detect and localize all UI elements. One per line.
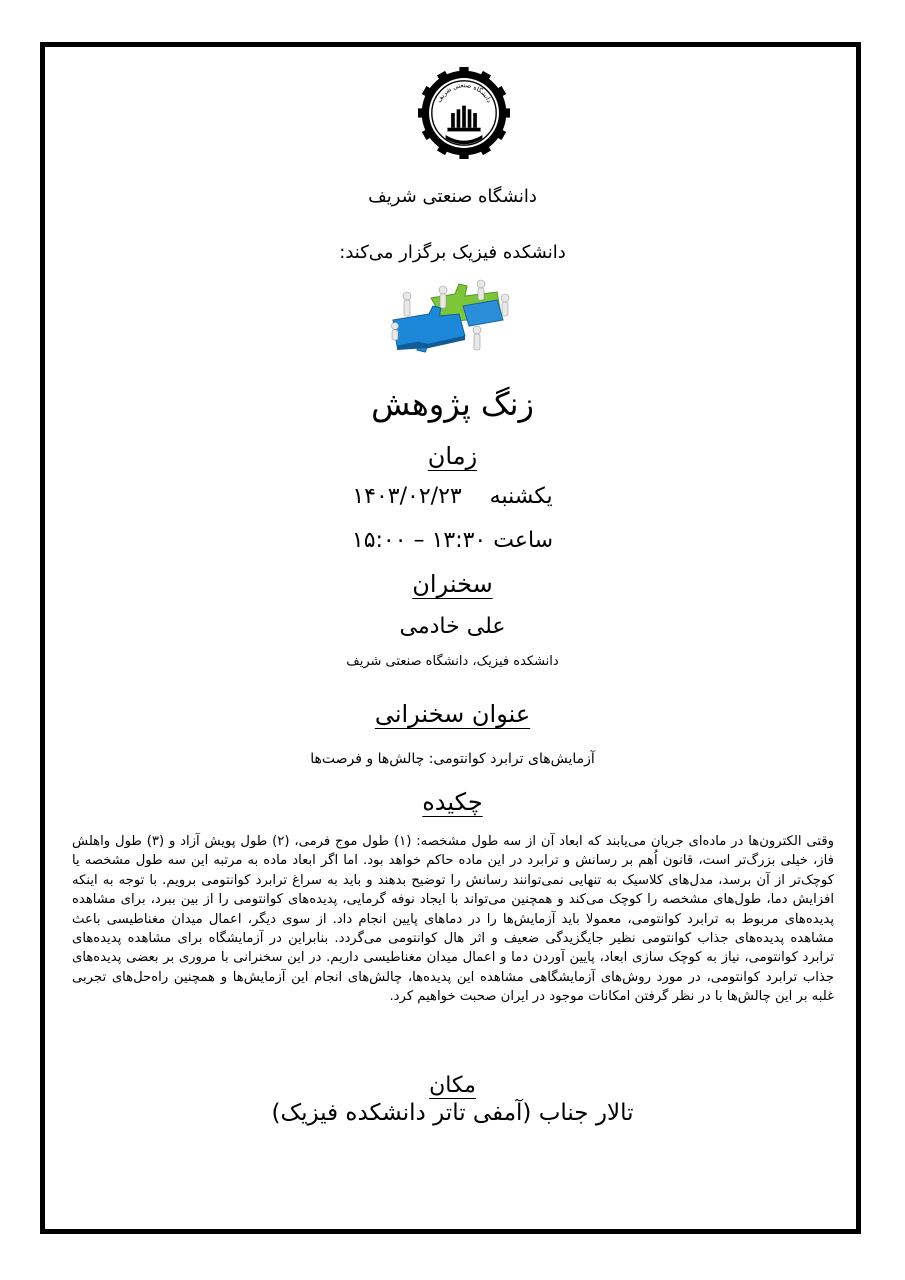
event-title: زنگ پژوهش	[371, 385, 534, 423]
event-time: ساعت ۱۳:۳۰ – ۱۵:۰۰	[351, 528, 554, 553]
abstract-text: وقتی الکترون‌ها در ماده‌ای جریان می‌یابند که ابعاد آن از سه طول مشخصه: (۱) طول موج فرمی، (۲) طول پویش آزاد و (۳) طول واهلش فاز، خیلی بزرگ‌تر است، قانون اُهم بر رسانش و ترابرد در این ماده حاکم خواهد بود. اما اگر ابعاد ماده به مرتبه این سه طول مشخصه یا کوچک‌تر از آن برسد، مدل‌های کلاسیک به تنهایی نمی‌توانند رسانش را توضیح بدهند و باید به سراغ ترابرد کوانتومی برویم. با توجه به اینکه افزایش دما، طول‌های مشخصه را کوچک می‌کند و همچنین می‌تواند با ایجاد نوفه گرمایی، پدیده‌های کوانتومی را از بین ببرد، برای مشاهده پدیده‌های مربوط به ترابرد کوانتومی، معمولا باید آزمایش‌ها را در دماهای پایین انجام داد. از سوی دیگر، اعمال میدان مغناطیسی باعث مشاهده پدیده‌های جذاب کوانتومی نظیر جایگزیدگی ضعیف و اثر هال کوانتومی می‌گردد. بنابراین در آزمایشگاه برای مشاهده پدیده‌های ترابرد کوانتومی، نیاز به کوچک سازی ابعاد، پایین آوردن دما و اعمال میدان مغناطیسی داریم. در این سخنرانی با مروری بر بعضی پدیده‌های جذاب ترابرد کوانتومی، در مورد روش‌های آزمایشگاهی مشاهده این پدیده‌ها، چالش‌های انجام این آزمایش‌ها و همچنین راه‌حل‌های تجربی غلبه بر این چالش‌ها با در نظر گرفتن امکانات موجود در ایران صحبت خواهیم کرد.	[72, 834, 834, 1005]
abstract-heading: چکیده	[422, 788, 483, 816]
event-date: یکشنبه ۱۴۰۳/۰۲/۲۳	[352, 484, 553, 509]
speaker-affiliation: دانشکده فیزیک، دانشگاه صنعتی شریف	[346, 654, 559, 669]
speaker-heading: سخنران	[412, 570, 493, 598]
location-text: تالار جناب (آمفی تاتر دانشکده فیزیک)	[271, 1100, 634, 1126]
speaker-name: علی خادمی	[399, 614, 506, 639]
time-heading-wrap	[0, 442, 905, 470]
puzzle-teamwork-illustration	[385, 276, 517, 356]
logo-arc-text: دانشگاه صنعتی شریف	[434, 81, 494, 105]
talk-title: آزمایش‌های ترابرد کوانتومی: چالش‌ها و فرصت‌ها	[310, 751, 595, 767]
abstract-heading-wrap	[0, 788, 905, 816]
speaker-heading-wrap	[0, 570, 905, 598]
location-heading: مکان	[429, 1073, 476, 1098]
university-logo	[418, 67, 510, 159]
talk-title-heading-wrap	[0, 700, 905, 728]
organizer-line: دانشکده فیزیک برگزار می‌کند:	[339, 242, 566, 263]
location-heading-wrap	[0, 1073, 905, 1098]
talk-title-heading: عنوان سخنرانی	[374, 700, 531, 728]
university-name: دانشگاه صنعتی شریف	[368, 186, 537, 207]
time-heading: زمان	[427, 442, 478, 470]
